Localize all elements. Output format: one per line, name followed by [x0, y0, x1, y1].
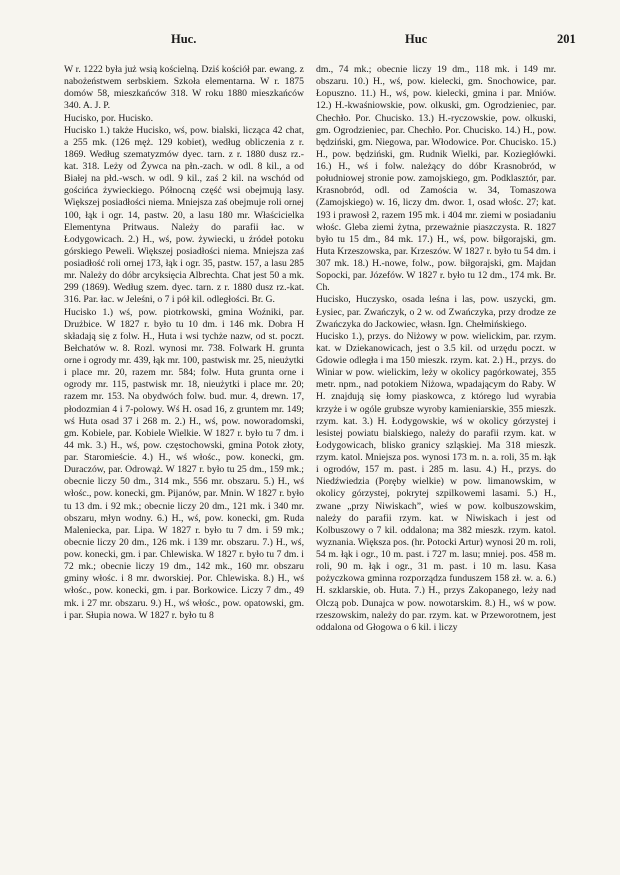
entry-paragraph: Hucisko 1.) także Hucisko, wś, pow. bialski, licząca 42 chat, a 255 mk. (126 męż. 129 kobiet), według obliczenia z r. 1869. Według szematyzmów dyec. tarn. z r. 1880 dusz rz.-kat. 318. Leży od Żywca na płn.-zach. w odl. 8 kil., a od Białej na płd.-wsch. w odl. 9 kil., zaś 2 kil. na wschód od gościńca żywieckiego. Północną część wsi obejmują lasy. Większej posiadłości niema. Mniejsza zaś obejmuje roli ornej 100, łąk i ogr. 14, pastw. 20, a lasu 180 mr. Właścicielka Elementyna Pritwaus. Należy do parafii łac. w Łodygowicach. 2.) H., wś, pow. żywiecki, u źródeł potoku górskiego Pewelì. Większej posiadłości niema. Mniejsza zaś posiadłość roli ornej 173, łąk i ogr. 35, pastw. 157, a lasu 285 mr. Należy do dóbr arcyksięcia Albrechta. Chat jest 50 a mk. 299 (1869). Według szem. dyec. tarn. z r. 1880 dusz rz.-kat. 316. Par. łac. w Jeleśni, o 7 i pół kil. odległości. Br. G. — [64, 124, 304, 306]
entry-paragraph: Hucisko, por. Hucisko. — [64, 112, 154, 124]
right-column — [316, 64, 556, 634]
entry-paragraph: Hucisko 1.), przys. do Niżowy w pow. wielickim, par. rzym. kat. w Dziekanowicach, jest o 3.5 kil. od urzędu poczt. w Gdowie odległa i ma 150 mieszk. rzym. kat. 2.) H., przys. do Winiar w pow. wielickim, leży w okolicy pagórkowatej, 355 metr. npm., nad potokiem Niżowa, wpadającym do Raby. W H. znajdują się łomy piaskowca, z którego lud wyrabia krzyże i w ogóle grubsze wyroby kamieniarskie, 355 mieszk. rzym. kat. 3.) H. Łodygowskie, wś w okolicy górzystej i lesistej powiatu bialskiego, należy do parafii rzym. kat. w Łodygowicach, blisko granicy szląskiej. Ma 318 mieszk. rzym. katol. Mniejsza pos. wynosi 173 m. n. a. roli, 35 m. łąk i ogrodów, 157 m. past. i 285 m. lasu. 4.) H., przys. do Niedźwiedzia (Poręby wielkie) w pow. limanowskim, w okolicy górzystej, pokrytej szpilkowemi lasami. 5.) H., zwane „przy Niwiskach”, wieś w pow. kolbuszowskim, należy do parafii rzym. kat. w Niwiskach i jest od Kolbuszowy o 7 kil. oddalona; ma 382 mieszk. rzym. katol. wyznania. Większa pos. (hr. Potocki Artur) wynosi 20 m. roli, 54 m. łąk i ogr., 10 m. past. i 727 m. lasu; mniej. pos. 458 m. roli, 90 m. łąk i ogr., 31 m. past. i 10 m. lasu. Kasa pożyczkowa gminna rozporządza funduszem 158 zł. w. a. 6.) H. szklarskie, ob. Huta. 7.) H., przys Zakopanego, leży nad Olczą pob. Dunajca w pow. nowotarskim. 8.) H., wś w pow. rzeszowskim, należy do par. rzym. kat. w Przeworotnem, jest oddalona od Głogowa o 6 kil. i liczy — [316, 330, 556, 633]
left-column — [64, 64, 304, 622]
running-head-left: Huc. — [171, 32, 197, 46]
entry-paragraph: Hucisko 1.) wś, pow. piotrkowski, gmina Woźniki, par. Drużbice. W 1827 r. było tu 10 dm. i 146 mk. Dobra H składają się z folw. H., Huta i wsi tychże nazw, od st. poczt. Bełchatów w. 8. Rozl. wynosi mr. 738. Folwark H. grunta orne i ogrody mr. 439, łąk mr. 100, pastwisk mr. 25, nieużytki i place mr. 20, razem mr. 584; folw. Huta grunta orne i ogrody mr. 115, pastwisk mr. 18, nieużytki i place mr. 20; razem mr. 153. Na obydwóch folw. bud. mur. 4, drewn. 17, płodozmian 4 i 7-polowy. Wś H. osad 16, z gruntem mr. 149; wś Huta osad 37 i 268 m. 2.) H., wś, pow. noworadomski, gm. Kobiele, par. Kobiele Wielkie. W 1827 r. było tu 7 dm. i 44 mk. 3.) H., wś, pow. częstochowski, gmina Potok złoty, par. Staromieście. 4.) H., wś włośc., pow. konecki, gm. Duraczów, par. Odrowąż. W 1827 r. było tu 25 dm., 159 mk.; obecnie liczy 50 dm., 314 mk., 556 mr. obszaru. 5.) H., wś włośc., pow. konecki, gm. Pijanów, par. Mnin. W 1827 r. było tu 13 dm. i 92 mk.; obecnie liczy 20 dm., 121 mk. i 340 mr. obszaru, młyn wodny. 6.) H., wś, pow. konecki, gm. Ruda Malenieckа, par. Lipa. W 1827 r. było tu 7 dm. i 59 mk.; obecnie liczy 20 dm., 126 mk. i 139 mr. obszaru. 7.) H., wś, pow. konecki, gm. i par. Chlewiska. W 1827 r. było tu 7 dm. i 72 mk.; obecnie liczy 19 dm., 142 mk., 160 mr. obszaru gminy włośc. i 8 mr. dworskiej. Por. Chlewiska. 8.) H., wś włośc., pow. konecki, gm. i par. Borkowice. Liczy 7 dm., 49 mk. i 27 mr. obszaru. 9.) H., wś włośc., pow. opatowski, gm. i par. Słupia nowa. W 1827 r. było tu 8 — [64, 306, 304, 621]
entry-paragraph: W r. 1222 była już wsią kościelną. Dziś kościół par. ewang. z nabożeństwem serbskiem. Szkoła elementarna. W r. 1875 domów 58, mieszkańców 318. W roku 1880 mieszkańców 340. A. J. P. — [64, 64, 304, 112]
entry-paragraph: Hucisko, Huczysko, osada leśna i las, pow. uszycki, gm. Łysiec, par. Zwańczyk, o 2 w. od Zwańczyka, przy drodze ze Zwańczyka do Jackowiec, własn. Ign. Chełmińskiego. — [316, 294, 556, 330]
entry-paragraph: dm., 74 mk.; obecnie liczy 19 dm., 118 mk. i 149 mr. obszaru. 10.) H., wś, pow. kielecki, gm. Snochowice, par. Łopuszno. 11.) H., wś, pow. kielecki, gmina i par. Mniów. 12.) H.-kwaśniowskie, pow. olkuski, gm. Ogrodzieniec, par. Chechło. Por. Chucisko. 13.) H.-ryczowskie, pow. olkuski, gm. Ogrodzieniec, par. Chechło. Por. Chucisko. 14.) H., pow. będziński, gm. Niegowa, par. Włodowice. Por. Chucisko. 15.) H., pow. będziński, gm. Rudnik Wielki, par. Koziegłówki. 16.) H., wś i folw. należący do dóbr Krasnobród, w południowej stronie pow. zamojskiego, gm. Podklasztór, par. Krasnobród, odl. od Zamościa w. 34, Tomaszowa (Zamojskiego) w. 16, liczy dm. dwor. 1, osad włośc. 27; kat. 193 i prawosł 2, razem 195 mk. i 404 mr. ziemi w posiadaniu włośc. Gleba ziemi żytna, przeważnie piaszczysta. R. 1827 było tu 15 dm., 84 mk. 17.) H., wś, pow. biłgorajski, gm. Huta Krzeszowska, par. Krzeszów. W 1827 r. było tu 54 dm. i 307 mk. 18.) H.-nowe, folw., pow. biłgorajski, gm. Majdan Sopocki, par. Józefów. W 1827 r. było tu 12 dm., 174 mk. Br. Ch. — [316, 64, 556, 294]
running-head-center: Huc — [405, 32, 428, 46]
page-number: 201 — [557, 32, 576, 46]
